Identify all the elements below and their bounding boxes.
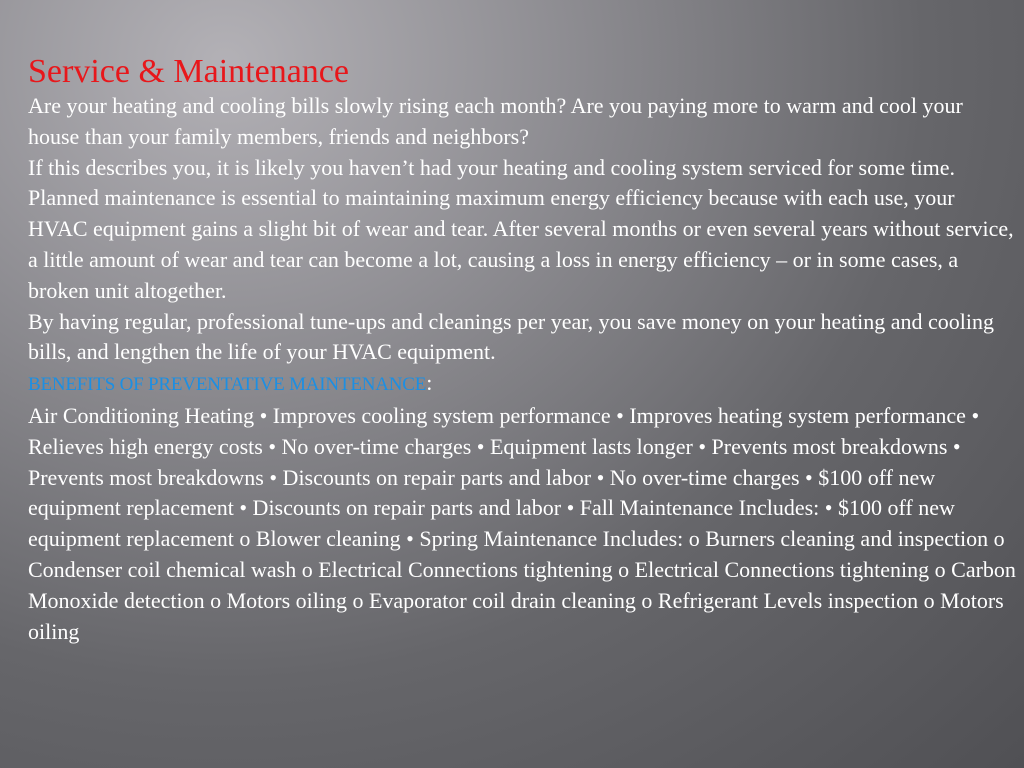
slide-title: Service & Maintenance (28, 53, 349, 90)
paragraph-intro: Are your heating and cooling bills slowly rising each month? Are you paying more to warm and cool your house than your family members, friends and neighbors? (28, 93, 963, 149)
benefits-heading (28, 368, 1016, 401)
paragraph-maintenance: If this describes you, it is likely you haven’t had your heating and cooling system serviced for some time. Planned maintenance is essential to maintaining maximum energy efficiency because with each use, your HVAC equipment gains a slight bit of wear and tear. After several months or even several years without service, a little amount of wear and tear can become a lot, causing a loss in energy efficiency – or in some cases, a broken unit altogether. (28, 154, 1014, 303)
slide-content (28, 53, 1016, 647)
benefits-list-text: Air Conditioning Heating • Improves cooling system performance • Improves heating system performance • Relieves high energy costs • No over-time charges • Equipment lasts longer • Prevents most breakdowns • Prevents most breakdowns • Discounts on repair parts and labor • No over-time charges • $100 off new equipment replacement • Discounts on repair parts and labor • Fall Maintenance Includes: • $100 off new equipment replacement o Blower cleaning • Spring Maintenance Includes: o Burners cleaning and inspection o Condenser coil chemical wash o Electrical Connections tightening o Electrical Connections tightening o Carbon Monoxide detection o Motors oiling o Evaporator coil drain cleaning o Refrigerant Levels inspection o Motors oiling (28, 402, 1016, 644)
benefits-link[interactable]: BENEFITS OF PREVENTATIVE MAINTENANCE (28, 374, 427, 396)
paragraph-tune-ups: By having regular, professional tune-ups and cleanings per year, you save money on your heating and cooling bills, and lengthen the life of your HVAC equipment. (28, 308, 994, 365)
benefits-colon: : (426, 370, 433, 396)
